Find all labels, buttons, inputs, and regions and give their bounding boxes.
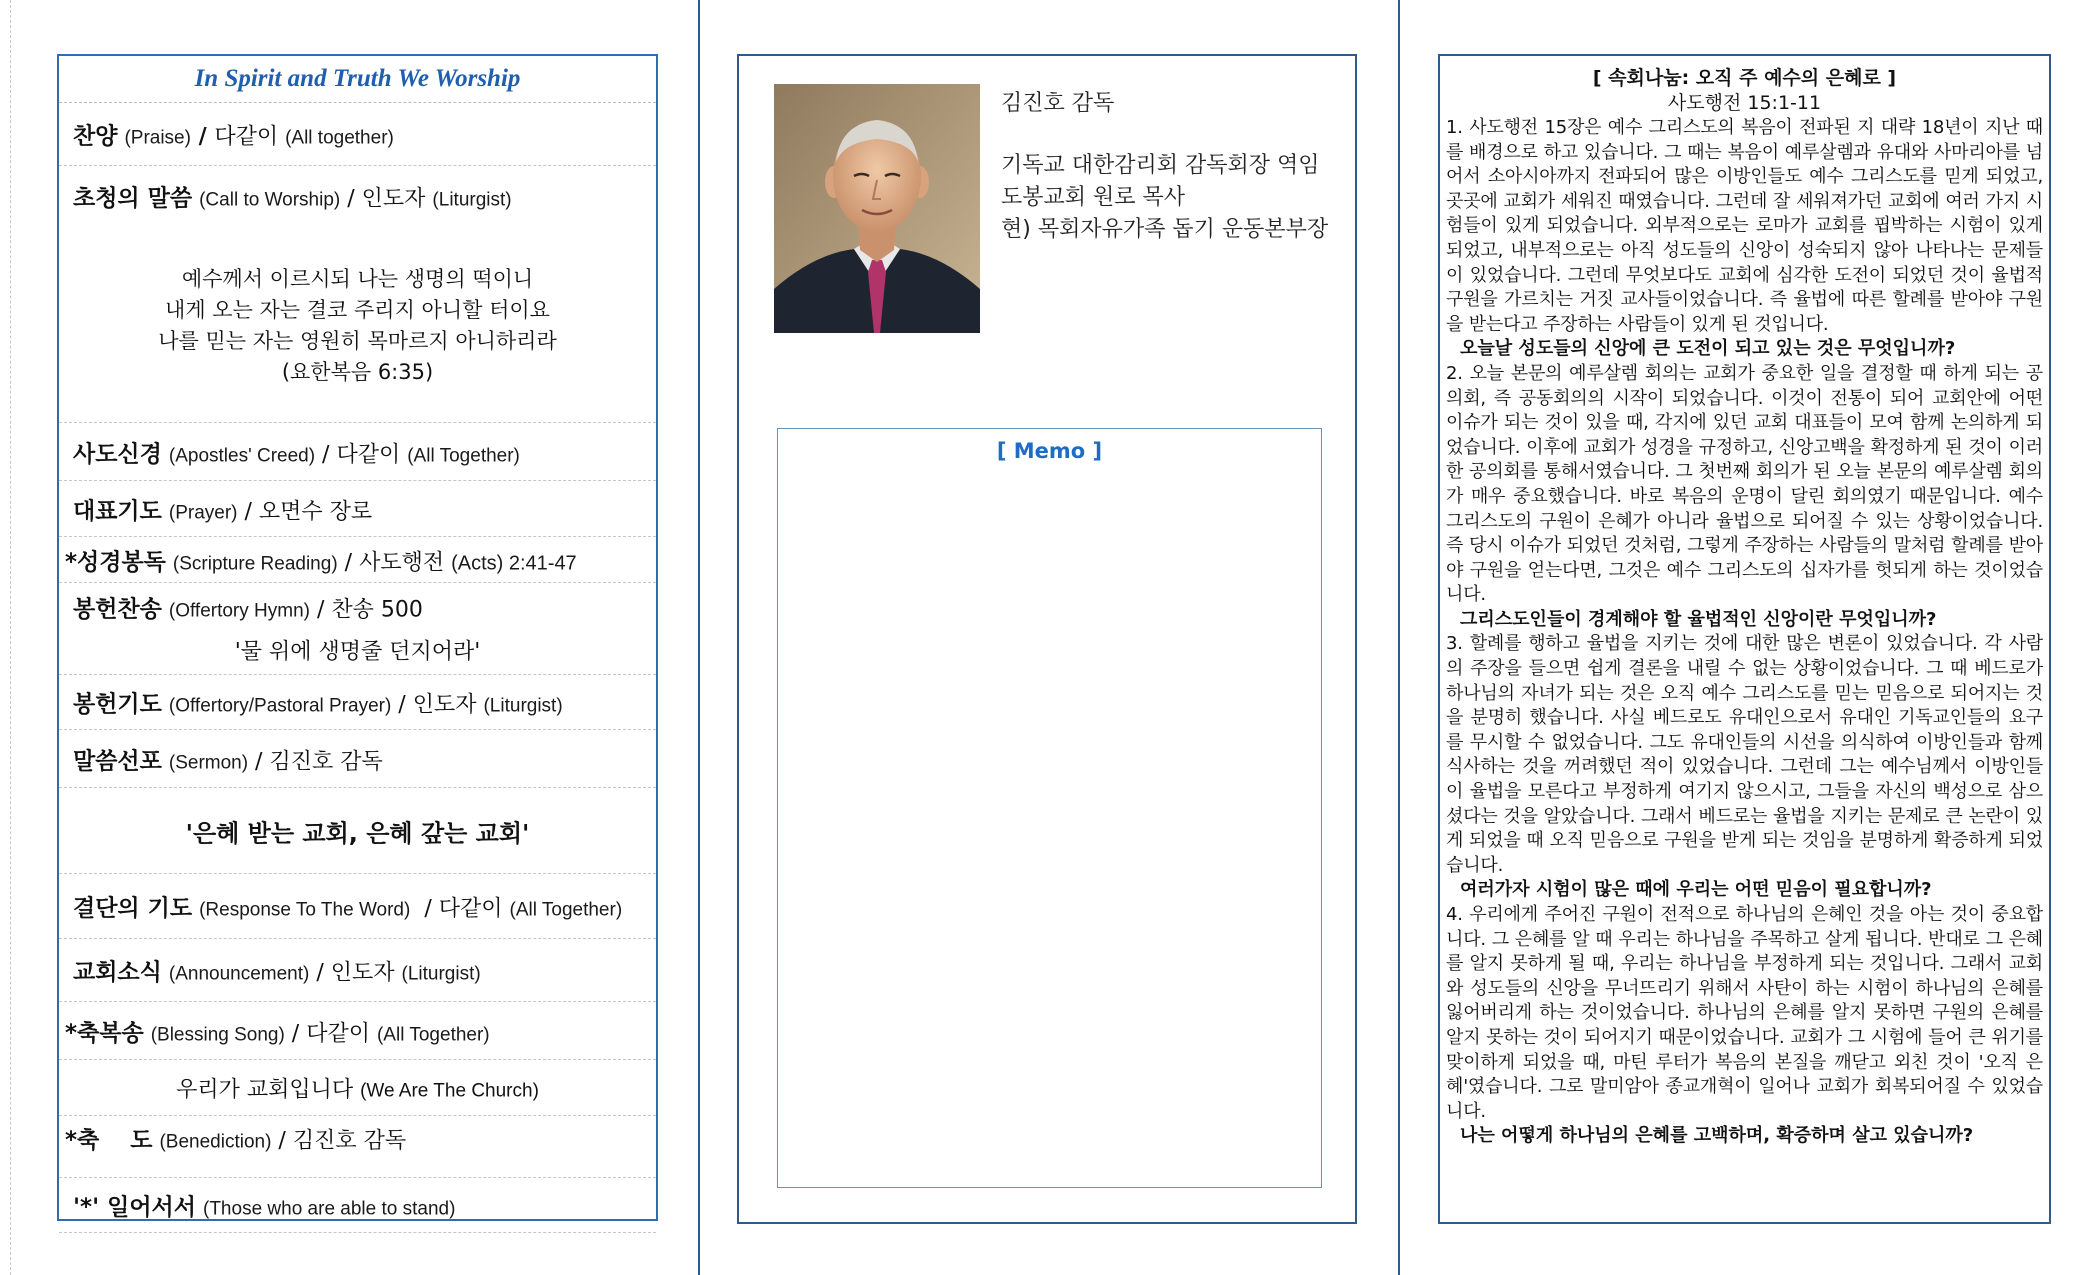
item-leader: 사도행전 — [359, 550, 445, 575]
separator: / — [248, 749, 270, 774]
blessing-song-title-ko: 우리가 교회입니다 — [176, 1077, 354, 1102]
item-label: 교회소식 — [73, 959, 162, 986]
item-label: *축 도 — [65, 1127, 153, 1154]
item-label-en: (Call to Worship) — [199, 189, 341, 211]
fold-line-1 — [698, 0, 700, 1275]
item-label-en: (Apostles' Creed) — [168, 445, 316, 466]
item-label-en: (Scripture Reading) — [172, 553, 338, 574]
item-leader: 다같이 — [306, 1021, 370, 1046]
item-label-en: (Sermon) — [168, 752, 249, 773]
item-leader: 인도자 — [412, 692, 477, 718]
worship-title: In Spirit and Truth We Worship — [59, 56, 656, 103]
item-label-en: (Praise) — [124, 127, 191, 149]
verse-line: 나를 믿는 자는 영원히 목마르지 아니하리라 — [158, 329, 557, 353]
item-label-en: (Prayer) — [168, 502, 238, 523]
speaker-name: 김진호 감독 — [1001, 91, 1115, 116]
speaker-bio — [1001, 88, 1328, 246]
item-leader-en: (Acts) 2:41-47 — [451, 552, 577, 574]
sermon-title-row — [59, 788, 656, 874]
item-label: 봉헌찬송 — [73, 596, 162, 623]
item-label: 사도신경 — [73, 441, 162, 467]
separator: / — [284, 1021, 307, 1046]
item-leader: 김진호 감독 — [269, 749, 383, 774]
item-label: 봉헌기도 — [73, 691, 162, 718]
separator: / — [271, 1128, 293, 1154]
order-item-benediction — [59, 1116, 656, 1178]
bio-line: 현) 목회자유가족 돕기 운동본부장 — [1001, 217, 1329, 242]
item-leader-en: (All together) — [285, 127, 394, 149]
bio-line: 도봉교회 원로 목사 — [1001, 185, 1186, 210]
standing-note-label: '*' 일어서서 — [73, 1194, 196, 1221]
order-of-worship-panel — [57, 54, 658, 1221]
item-leader-en: (All Together) — [407, 445, 520, 466]
item-leader-en: (Liturgist) — [401, 963, 481, 985]
item-leader-en: (Liturgist) — [432, 189, 512, 211]
fold-line-2 — [1398, 0, 1400, 1275]
item-leader: 인도자 — [361, 186, 426, 212]
item-leader: 김진호 감독 — [292, 1128, 407, 1154]
study-reference: 사도행전 15:1-11 — [1667, 92, 1822, 114]
item-leader: 오면수 장로 — [258, 499, 373, 524]
speaker-photo — [774, 84, 980, 333]
order-item-prayer — [59, 481, 656, 537]
separator: / — [340, 186, 362, 212]
item-label-en: (Offertory Hymn) — [168, 600, 310, 622]
item-leader: 다같이 — [438, 896, 503, 922]
item-label-en: (Announcement) — [168, 963, 310, 985]
item-label: 말씀선포 — [73, 748, 162, 774]
portrait-image — [774, 84, 980, 333]
item-label: 초청의 말씀 — [73, 185, 193, 212]
item-label: 대표기도 — [73, 498, 162, 524]
standing-note-en: (Those who are able to stand) — [203, 1198, 456, 1220]
item-leader: 찬송 500 — [331, 597, 423, 623]
small-group-study-panel — [1438, 54, 2051, 1224]
item-label: 결단의 기도 — [73, 895, 193, 922]
item-label-en: (Response To The Word) — [199, 899, 411, 921]
item-leader-en: (Liturgist) — [483, 695, 563, 717]
blessing-song-title-en: (We Are The Church) — [360, 1080, 539, 1101]
separator: / — [190, 124, 215, 150]
verse-line: 예수께서 이르시되 나는 생명의 떡이니 — [181, 267, 534, 291]
left-fold-guide — [10, 0, 11, 1275]
study-question: 나는 어떻게 하나님의 은혜를 고백하며, 확증하며 살고 있습니까? — [1460, 1125, 1974, 1147]
order-item-apostles-creed — [59, 423, 656, 481]
separator: / — [315, 442, 337, 467]
item-label-en: (Benediction) — [159, 1131, 272, 1153]
order-item-offertory-prayer — [59, 675, 656, 730]
study-paragraph: 3. 할례를 행하고 율법을 지키는 것에 대한 많은 변론이 있었습니다. 각 사람의 주장을 들으면 쉽게 결론을 내릴 수 없는 상황이었습니다. 그 때 베드로가 하나님의 자녀가 되는 것은 오직 예수 그리스도를 믿는 믿음으로 되어지는 것을 분명히 했습니다. 사실 베드로도 유대인으로서 유대인 기독교인들의 요구를 무시할 수 없었습니다. 그도 유대인들의 시선을 의식하여 이방인들과 함께 식사하는 것을 꺼려했던 적이 있었습니다. 그런데 그는 예수님께서 이방인들이 율법을 모른다고 부정하게 여기지 않으시고, 그들을 자신의 백성으로 삼으셨다는 것을 알았습니다. 그래서 베드로는 율법을 지키는 문제로 큰 논란이 있게 되었을 때 오직 믿음으로 구원을 받게 되는 것임을 분명하게 확증하게 되었습니다. — [1446, 633, 2043, 876]
separator: / — [410, 896, 439, 922]
item-label-en: (Offertory/Pastoral Prayer) — [168, 695, 392, 717]
memo-box — [777, 428, 1322, 1188]
hymn-title: '물 위에 생명줄 던지어라' — [234, 639, 481, 665]
item-leader: 인도자 — [330, 960, 395, 986]
study-paragraph: 4. 우리에게 주어진 구원이 전적으로 하나님의 은혜인 것을 아는 것이 중요합니다. 그 은혜를 알 때 우리는 하나님을 주목하고 살게 됩니다. 반대로 그 은혜를 알지 못하게 될 때, 우리는 하나님을 부정하게 되는 것입니다. 그래서 교회와 성도들의 신앙을 무너뜨리기 위해서 사탄이 하는 시험이 하나님의 은혜를 잃어버리게 하는 것이었습니다. 하나님의 은혜를 알지 못하면 구원의 은혜를 알지 못하는 것이 되어지기 때문이었습니다. 교회가 그 시험에 들어 큰 위기를 맞이하게 되었을 때, 마틴 루터가 복음의 본질을 깨닫고 외친 것이 '오직 은혜'였습니다. 그로 말미암아 종교개혁이 일어나 교회가 회복되어질 수 있었습니다. — [1446, 904, 2043, 1122]
study-title: [ 속회나눔: 오직 주 예수의 은혜로 ] — [1592, 67, 1897, 89]
study-paragraph: 2. 오늘 본문의 예루살렘 회의는 교회가 중요한 일을 결정할 때 하게 되는 공의회, 즉 공동회의의 시작이 되었습니다. 이것이 전통이 되어 교회안에 어떤 이슈가 되는 것이 있을 때, 각지에 있던 교회 대표들이 모여 함께 논의하게 되었습니다. 이후에 교회가 성경을 규정하고, 신앙고백을 확정하게 된 것이 이러한 공의회를 통해서였습니다. 그 첫번째 회의가 된 오늘 본문의 예루살렘 회의가 매우 중요했습니다. 바로 복음의 운명이 달린 회의였기 때문입니다. 예수 그리스도의 구원이 은혜가 아니라 율법으로 되어질 수 있는 상황이었습니다. 즉 당시 이슈가 되었던 것처럼, 그렇게 주장하는 사람들의 말처럼 할례를 받아야 구원을 얻는다면, 그것은 예수 그리스도의 십자가를 헛되게 하는 것이었습니다. — [1446, 362, 2043, 606]
standing-note-row — [59, 1178, 656, 1233]
verse-line: 내게 오는 자는 결코 주리지 아니할 터이요 — [165, 298, 550, 322]
order-item-scripture-reading — [59, 537, 656, 583]
item-label: 찬양 — [73, 123, 118, 150]
separator: / — [309, 960, 331, 986]
memo-title: [ Memo ] — [996, 439, 1103, 463]
blessing-song-title — [59, 1072, 656, 1103]
study-question: 오늘날 성도들의 신앙에 큰 도전이 되고 있는 것은 무엇입니까? — [1460, 338, 1956, 360]
item-label-en: (Blessing Song) — [150, 1024, 285, 1045]
blessing-song-title-row — [59, 1060, 656, 1116]
order-item-offertory-hymn — [59, 583, 656, 675]
study-question: 여러가자 시험이 많은 때에 우리는 어떤 믿음이 필요합니까? — [1460, 879, 1932, 901]
order-item-response — [59, 874, 656, 939]
separator: / — [309, 597, 332, 623]
order-item-call-to-worship — [59, 166, 656, 423]
order-item-blessing-song — [59, 1002, 656, 1060]
order-item-sermon — [59, 730, 656, 788]
verse-reference: (요한복음 6:35) — [281, 360, 434, 384]
speaker-memo-panel — [737, 54, 1357, 1224]
item-leader: 다같이 — [214, 124, 279, 150]
call-verse — [59, 264, 656, 388]
order-item-praise — [59, 103, 656, 166]
sermon-title: '은혜 받는 교회, 은혜 갚는 교회' — [185, 819, 530, 847]
study-question: 그리스도인들이 경계해야 할 율법적인 신앙이란 무엇입니까? — [1460, 608, 1937, 630]
bio-line: 기독교 대한감리회 감독회장 역임 — [1001, 153, 1320, 178]
separator: / — [337, 550, 360, 575]
order-item-announcement — [59, 939, 656, 1002]
item-leader: 다같이 — [336, 442, 401, 467]
item-label: *성경봉독 — [65, 549, 166, 575]
separator: / — [391, 692, 413, 718]
separator: / — [237, 499, 259, 524]
study-paragraph: 1. 사도행전 15장은 예수 그리스도의 복음이 전파된 지 대략 18년이 지난 때를 배경으로 하고 있습니다. 그 때는 복음이 예루살렘과 유대와 사마리아를 넘어서 소아시아까지 전파되어 많은 이방인들도 예수 그리스도를 믿게 되었고, 곳곳에 교회가 세워진 때였습니다. 그런데 잘 세워져가던 교회에 여러 가지 시험들이 있게 되었습니다. 외부적으로는 로마가 교회를 핍박하는 시험이 있게 되었고, 내부적으로는 아직 성도들의 신앙이 성숙되지 않아 나타나는 문제들이 있었습니다. 그런데 무엇보다도 교회에 심각한 도전이 되었던 것이 율법적 구원을 가르치는 거짓 교사들이었습니다. 즉 율법에 따른 할례를 받아야 구원을 받는다고 주장하는 사람들이 있게 된 것입니다. — [1446, 117, 2043, 335]
item-leader-en: (All Together) — [509, 899, 623, 921]
item-leader-en: (All Together) — [376, 1024, 490, 1045]
item-label: *축복송 — [65, 1020, 144, 1046]
